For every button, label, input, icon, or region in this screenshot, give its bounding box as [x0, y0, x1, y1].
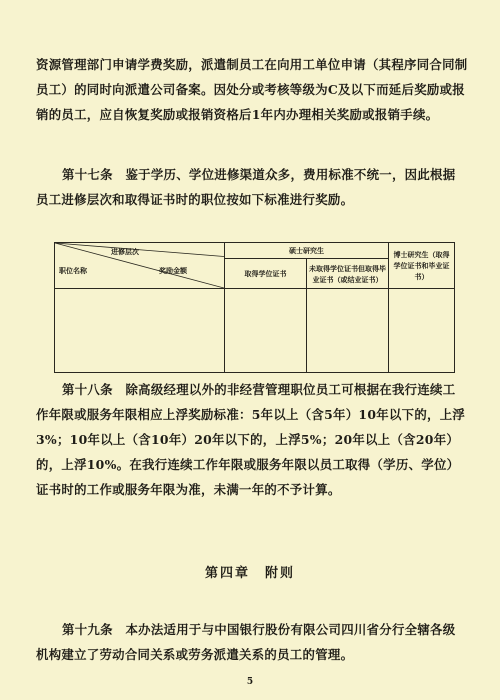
table-header-award: 奖励金额: [159, 266, 187, 275]
article-19-title: 第十九条: [62, 622, 113, 637]
article-18: [36, 377, 468, 502]
article-18-title: 第十八条: [62, 382, 113, 397]
table-cell-empty: [389, 289, 455, 373]
award-standard-table: [54, 242, 455, 373]
paragraph-award-procedure: [36, 52, 468, 127]
table-header-master: 硕士研究生: [225, 243, 389, 259]
article-17: [36, 162, 468, 212]
table-cell-empty: [225, 289, 307, 373]
table-header-position: 职位名称: [59, 266, 87, 275]
table-header-degree-cert: 取得学位证书: [225, 259, 307, 289]
table-header-level: 进修层次: [111, 247, 139, 256]
table-cell-empty: [55, 289, 225, 373]
article-17-body: 鉴于学历、学位进修渠道众多，费用标准不统一，因此根据员工进修层次和取得证书时的职位按如下标准进行奖励。: [36, 167, 456, 207]
article-19: [36, 617, 468, 667]
article-19-body: 本办法适用于与中国银行股份有限公司四川省分行全辖各级机构建立了劳动合同关系或劳务派遣关系的员工的管理。: [36, 622, 456, 662]
page-number: 5: [246, 677, 254, 687]
paragraph-text: 资源管理部门申请学费奖励，派遣制员工在向用工单位申请（其程序同合同制员工）的同时向派遣公司备案。因处分或考核等级为C及以下而延后奖励或报销的员工，应自恢复奖励或报销资格后1年内办理相关奖励或报销手续。: [36, 57, 468, 122]
article-18-body: 除高级经理以外的非经营管理职位员工可根据在我行连续工作年限或服务年限相应上浮奖励标准：5年以上（含5年）10年以下的，上浮3%；10年以上（含10年）20年以下的，上浮5%；20年以上（含20年）的，上浮10%。在我行连续工作年限或服务年限以员工取得（学历、学位）证书时的工作或服务年限为准，未满一年的不予计算。: [36, 382, 466, 497]
table-diagonal-header-cell: [55, 243, 225, 289]
table-header-dual-cert: 未取得学位证书但取得毕业证书（或结业证书）: [307, 259, 389, 289]
table-cell-empty: [307, 289, 389, 373]
table-header-doctor: 博士研究生（取得学位证书和毕业证书）: [389, 243, 455, 289]
article-17-title: 第十七条: [62, 167, 113, 182]
chapter-title: 第四章 附则: [204, 566, 295, 581]
